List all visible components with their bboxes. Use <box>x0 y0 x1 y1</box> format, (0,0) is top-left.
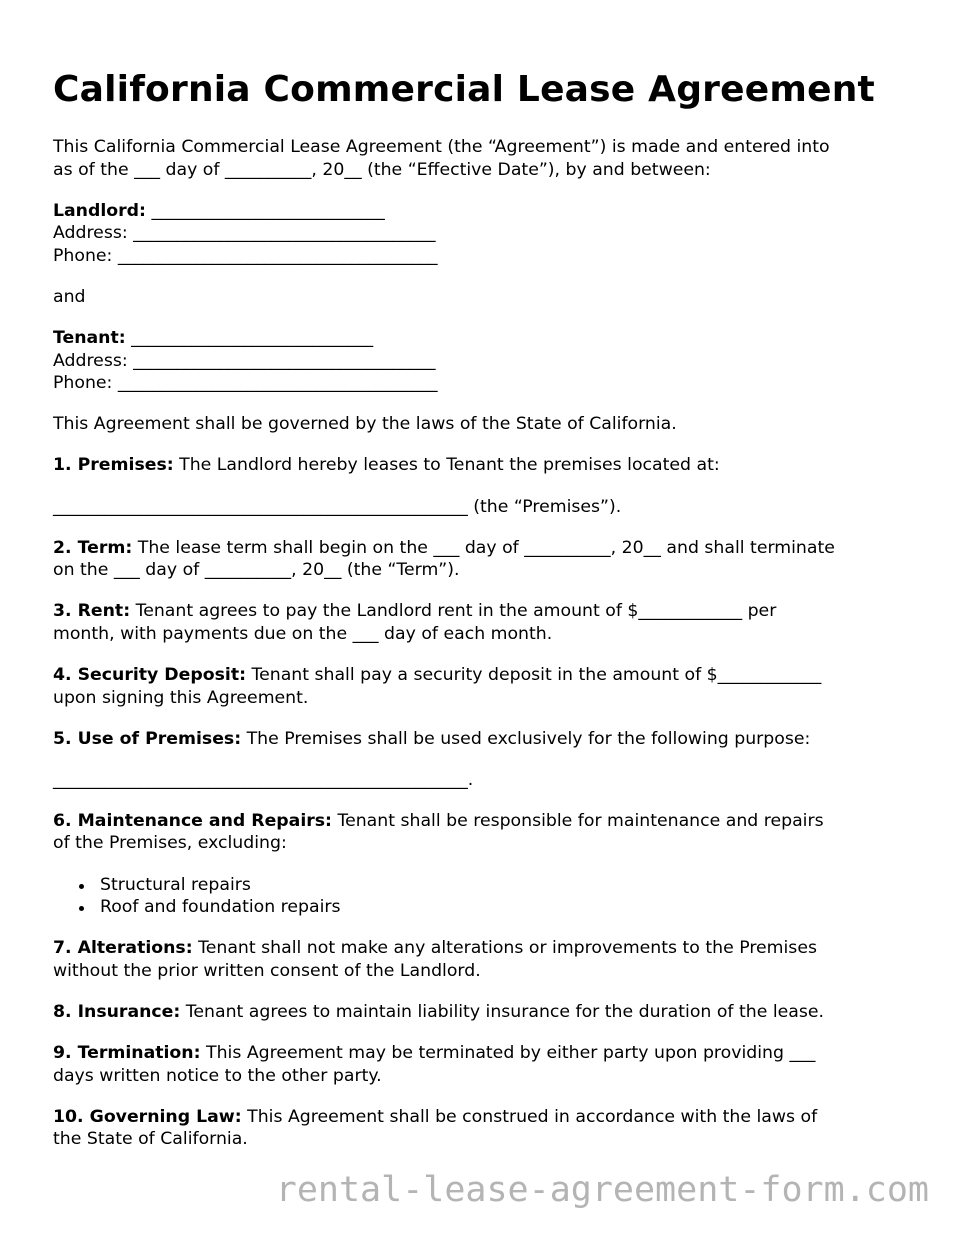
premises-heading: 1. Premises: <box>53 455 174 476</box>
term-line-1 <box>53 537 913 560</box>
document-title: California Commercial Lease Agreement <box>53 69 875 110</box>
landlord-phone-line: Phone: _____________________________________ <box>53 245 438 266</box>
term-text-1: The lease term shall begin on the ___ day of __________, 20__ and shall terminate <box>132 537 835 558</box>
maintenance-text-1: Tenant shall be responsible for maintenance and repairs <box>331 810 824 831</box>
termination-line-2: days written notice to the other party. <box>53 1065 382 1086</box>
rent-line-2: month, with payments due on the ___ day of each month. <box>53 623 553 644</box>
alterations-line-1 <box>53 937 913 960</box>
intro-line-2: as of the ___ day of __________, 20__ (the “Effective Date”), by and between: <box>53 159 711 180</box>
premises-text: The Landlord hereby leases to Tenant the premises located at: <box>173 455 720 476</box>
tenant-block <box>53 327 913 395</box>
use-line <box>53 728 913 751</box>
landlord-block <box>53 200 913 268</box>
term-line-2: on the ___ day of __________, 20__ (the “Term”). <box>53 560 460 581</box>
alterations-heading: 7. Alterations: <box>53 938 193 959</box>
and-text: and <box>53 286 86 307</box>
governing-intro-text: This Agreement shall be governed by the laws of the State of California. <box>53 414 677 435</box>
governing-law-heading: 10. Governing Law: <box>53 1106 242 1127</box>
section-insurance <box>53 1001 913 1024</box>
section-premises <box>53 454 913 477</box>
section-governing-law <box>53 1106 913 1151</box>
insurance-text: Tenant agrees to maintain liability insurance for the duration of the lease. <box>180 1001 825 1022</box>
maintenance-exclusions-list <box>53 874 913 919</box>
alterations-line-2: without the prior written consent of the Landlord. <box>53 960 481 981</box>
intro-paragraph <box>53 136 913 181</box>
and-separator <box>53 286 913 309</box>
termination-heading: 9. Termination: <box>53 1043 201 1064</box>
premises-blank-line: ________________________________________________ (the “Premises”). <box>53 496 622 517</box>
maintenance-line-2: of the Premises, excluding: <box>53 833 287 854</box>
termination-text-1: This Agreement may be terminated by either party upon providing ___ <box>200 1043 816 1064</box>
governing-law-text-1: This Agreement shall be construed in accordance with the laws of <box>241 1106 818 1127</box>
premises-blank-paragraph <box>53 496 913 519</box>
governing-law-line-2: the State of California. <box>53 1129 248 1150</box>
premises-line <box>53 454 913 477</box>
deposit-line-1 <box>53 664 913 687</box>
use-text: The Premises shall be used exclusively for the following purpose: <box>241 728 811 749</box>
insurance-heading: 8. Insurance: <box>53 1001 181 1022</box>
maintenance-line-1 <box>53 810 913 833</box>
list-item: Roof and foundation repairs <box>100 896 913 919</box>
section-alterations <box>53 937 913 982</box>
intro-line-1: This California Commercial Lease Agreement (the “Agreement”) is made and entered into <box>53 137 830 157</box>
tenant-name-blank: ____________________________ <box>125 328 374 349</box>
tenant-label: Tenant: <box>53 328 126 349</box>
landlord-name-blank: ___________________________ <box>145 200 385 221</box>
tenant-name-line <box>53 327 913 350</box>
insurance-line <box>53 1001 913 1024</box>
use-blank-line: ________________________________________________. <box>53 769 474 790</box>
governing-law-line-1 <box>53 1106 913 1129</box>
maintenance-heading: 6. Maintenance and Repairs: <box>53 810 332 831</box>
lease-document <box>53 64 913 1151</box>
use-blank-paragraph <box>53 769 913 792</box>
section-maintenance <box>53 810 913 855</box>
termination-line-1 <box>53 1042 913 1065</box>
use-heading: 5. Use of Premises: <box>53 728 242 749</box>
deposit-text-1: Tenant shall pay a security deposit in the amount of $____________ <box>246 665 822 685</box>
site-watermark: rental-lease-agreement-form.com <box>275 1170 929 1210</box>
alterations-text-1: Tenant shall not make any alterations or improvements to the Premises <box>192 938 817 959</box>
governing-intro-paragraph <box>53 413 913 436</box>
deposit-heading: 4. Security Deposit: <box>53 665 246 685</box>
list-item: Structural repairs <box>100 874 913 897</box>
rent-heading: 3. Rent: <box>53 601 131 622</box>
term-heading: 2. Term: <box>53 537 133 558</box>
section-security-deposit <box>53 664 913 709</box>
section-termination <box>53 1042 913 1087</box>
landlord-name-line <box>53 200 913 223</box>
section-term <box>53 537 913 582</box>
deposit-line-2: upon signing this Agreement. <box>53 687 309 708</box>
section-rent <box>53 600 913 645</box>
tenant-address-line: Address: ___________________________________ <box>53 350 436 371</box>
tenant-phone-line: Phone: _____________________________________ <box>53 373 438 394</box>
rent-text-1: Tenant agrees to pay the Landlord rent in the amount of $____________ per <box>130 601 777 622</box>
rent-line-1 <box>53 600 913 623</box>
landlord-label: Landlord: <box>53 200 146 221</box>
section-use-of-premises <box>53 728 913 751</box>
landlord-address-line: Address: ___________________________________ <box>53 223 436 244</box>
